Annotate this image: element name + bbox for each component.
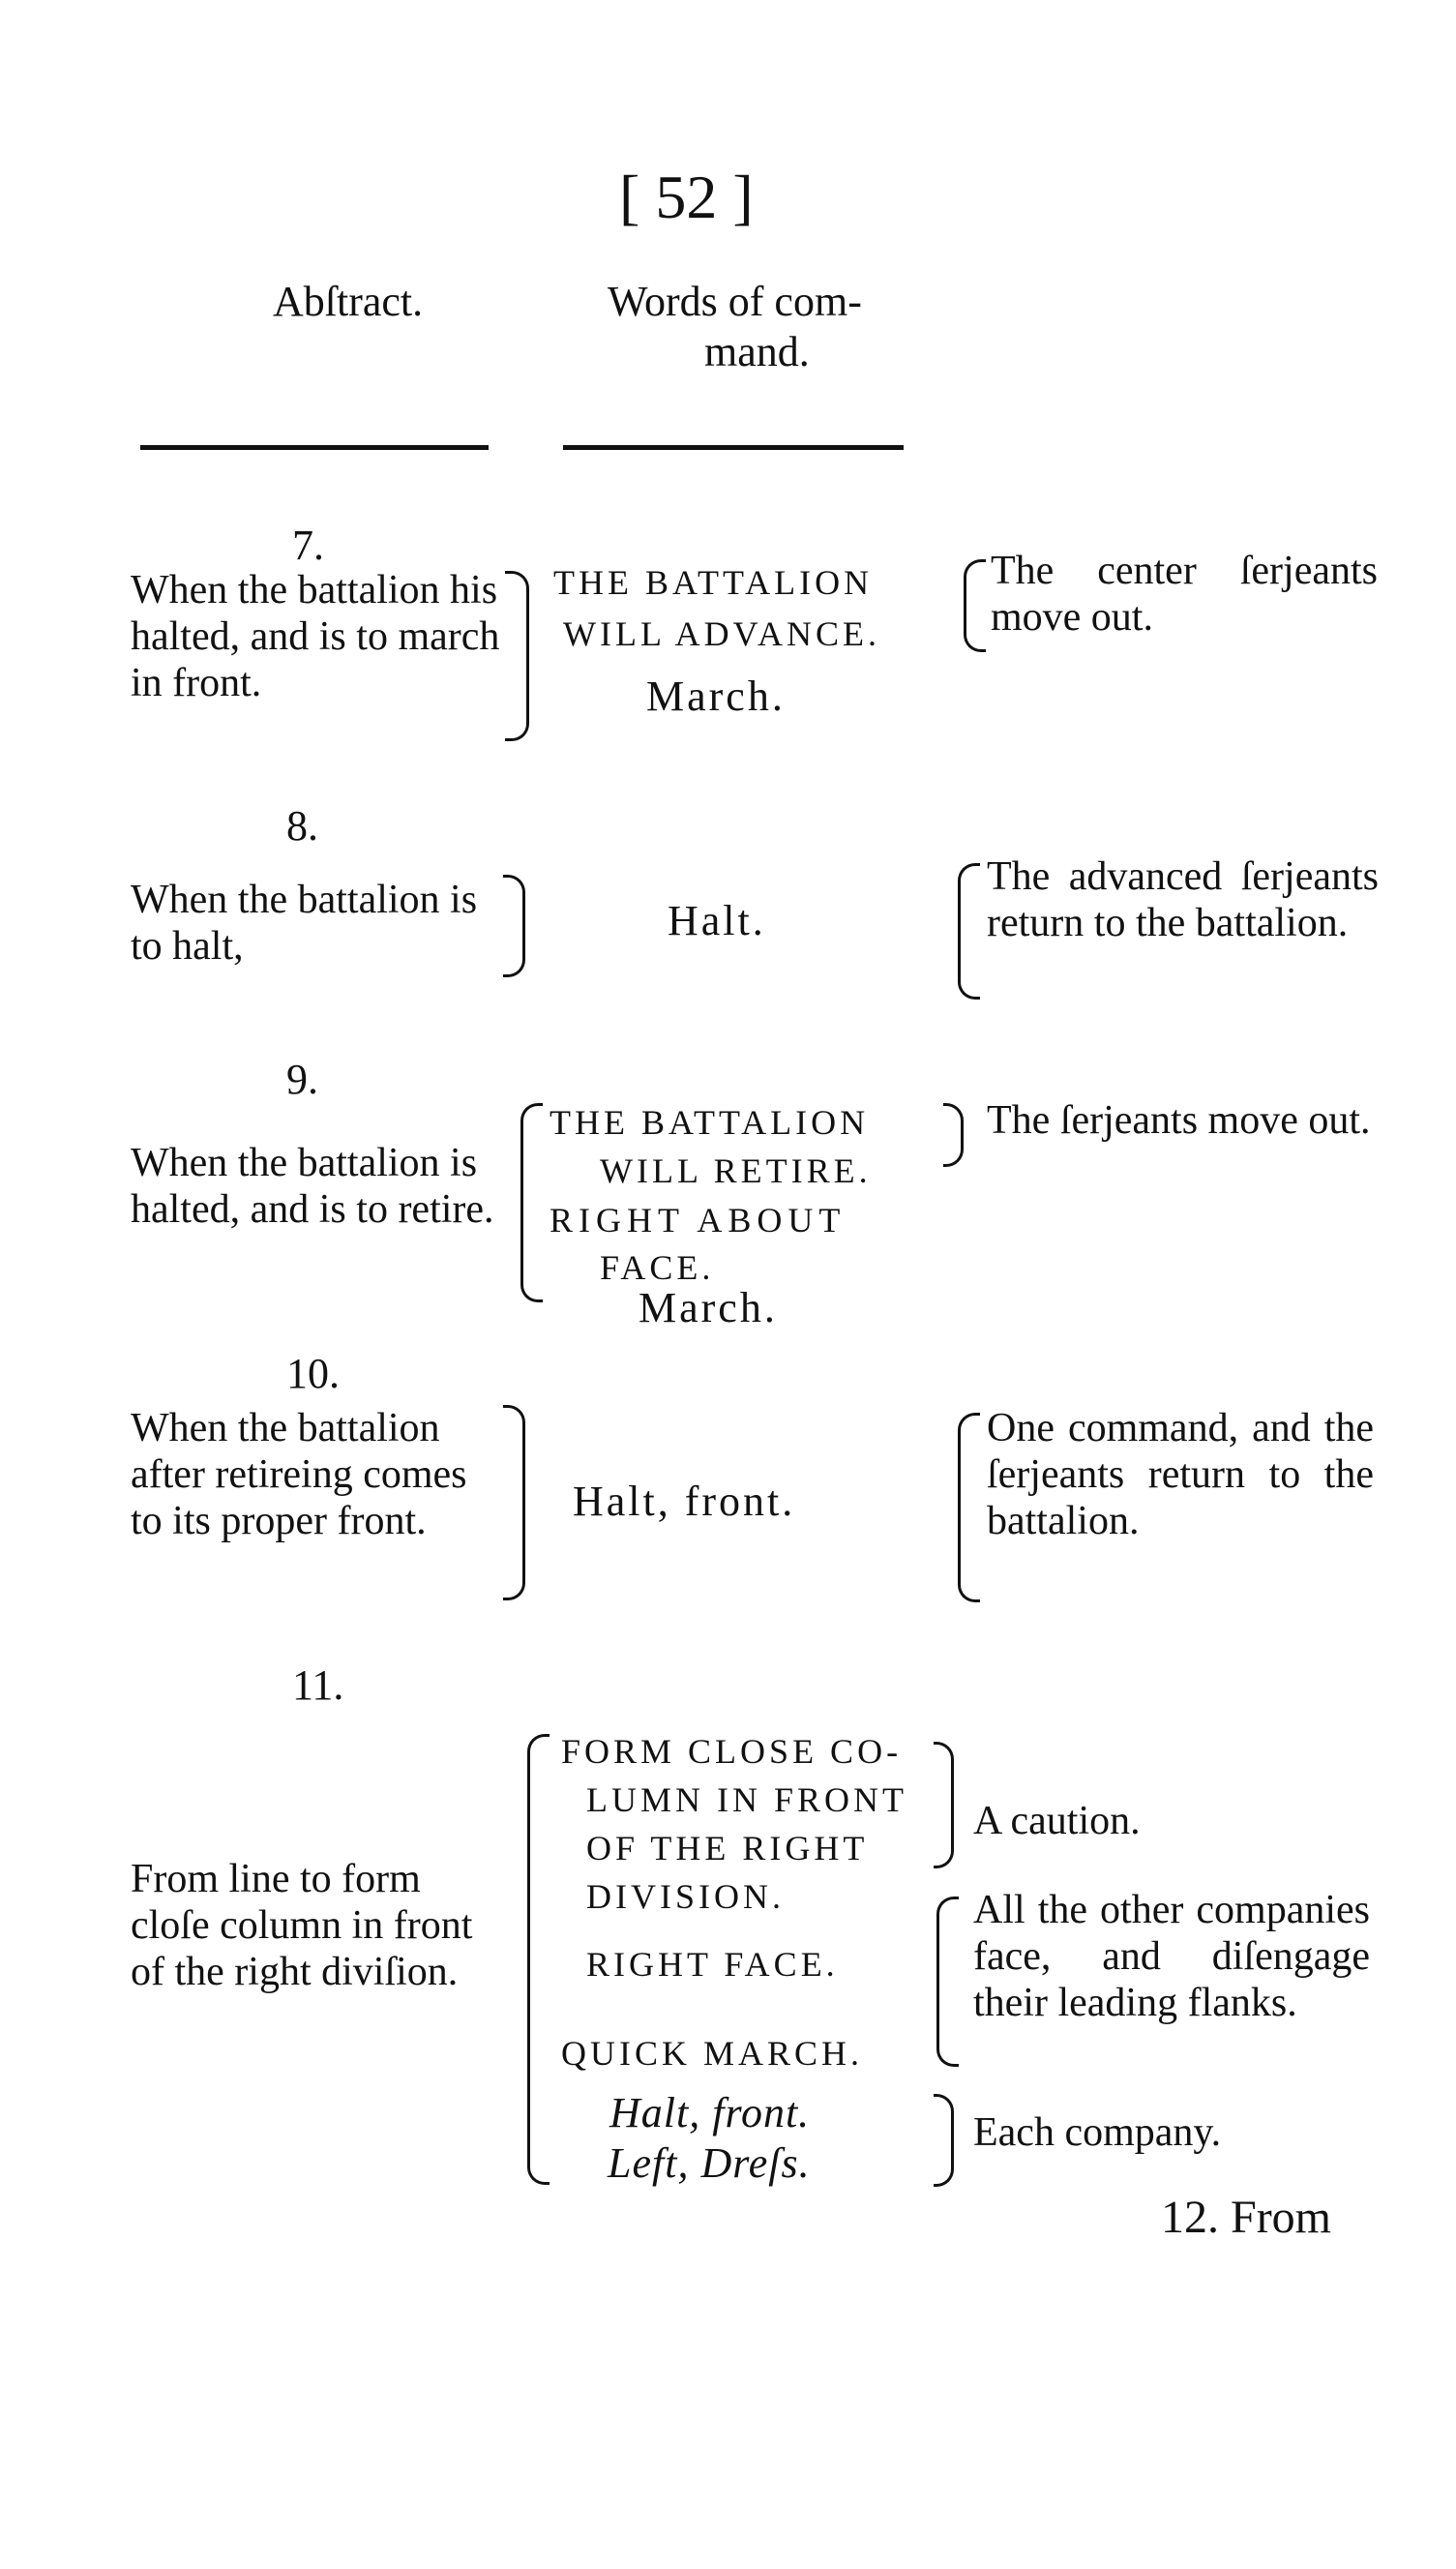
entry-abstract: When the battalion after retireing comes to its proper front. xyxy=(131,1406,467,1543)
brace xyxy=(964,559,986,652)
entry-number: 9. xyxy=(286,1056,318,1103)
entry-number: 7. xyxy=(292,522,324,569)
brace xyxy=(527,1734,550,2185)
command-line: Halt, front. xyxy=(573,1478,796,1525)
command-line: March. xyxy=(646,672,786,720)
command-line: Halt. xyxy=(668,897,766,944)
entry-abstract: When the battalion is halted, and is to retire. xyxy=(131,1141,494,1232)
brace xyxy=(505,571,529,741)
brace xyxy=(943,1103,964,1167)
command-line: QUICK MARCH. xyxy=(561,2034,864,2073)
brace xyxy=(934,2094,954,2187)
column-heading-abstract: Abſtract. xyxy=(273,278,424,325)
command-line: OF THE RIGHT xyxy=(586,1829,869,1867)
command-line: RIGHT ABOUT xyxy=(550,1201,847,1240)
entry-abstract: When the battalion is to halt, xyxy=(131,878,478,969)
brace xyxy=(934,1742,954,1868)
entry-remark-face: All the other companies face, and diſengage their leading flanks. xyxy=(973,1888,1370,2025)
command-line: DIVISION. xyxy=(586,1877,785,1916)
command-line: Left, Dreſs. xyxy=(608,2139,811,2187)
catchword: 12. From xyxy=(1161,2192,1332,2243)
brace xyxy=(503,1405,525,1600)
command-line: WILL ADVANCE. xyxy=(563,614,880,653)
entry-remark: One command, and the ſerjeants return to the battalion. xyxy=(987,1406,1374,1543)
entry-number: 11. xyxy=(292,1661,344,1709)
brace xyxy=(503,875,525,977)
entry-abstract: When the battalion his halted, and is to march in front. xyxy=(131,568,500,705)
entry-remark-caution: A caution. xyxy=(973,1799,1141,1843)
column-heading-words-of-command: Words of com- xyxy=(608,278,862,325)
heading-rule-right xyxy=(563,445,904,450)
command-line: March. xyxy=(639,1284,778,1331)
command-line: THE BATTALION xyxy=(553,563,874,602)
command-line: Halt, front. xyxy=(609,2089,811,2136)
brace xyxy=(958,863,980,1000)
entry-remark: The advanced ſerjeants return to the battalion. xyxy=(987,854,1379,945)
entry-number: 8. xyxy=(286,802,318,850)
brace xyxy=(936,1897,959,2067)
entry-remark: The ſerjeants move out. xyxy=(987,1098,1371,1143)
entry-number: 10. xyxy=(286,1350,340,1397)
command-line: FACE. xyxy=(600,1248,715,1287)
heading-rule-left xyxy=(140,445,489,450)
brace xyxy=(958,1413,980,1602)
command-line: RIGHT FACE. xyxy=(586,1945,839,1984)
column-heading-words-of-command-cont: mand. xyxy=(704,328,810,375)
entry-abstract: From line to form cloſe column in front of the right diviſion. xyxy=(131,1857,473,1994)
entry-remark-each: Each company. xyxy=(973,2110,1222,2155)
command-line: FORM CLOSE CO- xyxy=(561,1732,903,1771)
command-line: WILL RETIRE. xyxy=(600,1151,872,1190)
brace xyxy=(520,1103,543,1302)
page-number: [ 52 ] xyxy=(619,163,754,231)
command-line: LUMN IN FRONT xyxy=(586,1780,908,1819)
entry-remark: The center ſerjeants move out. xyxy=(991,549,1378,640)
command-line: THE BATTALION xyxy=(550,1103,870,1142)
